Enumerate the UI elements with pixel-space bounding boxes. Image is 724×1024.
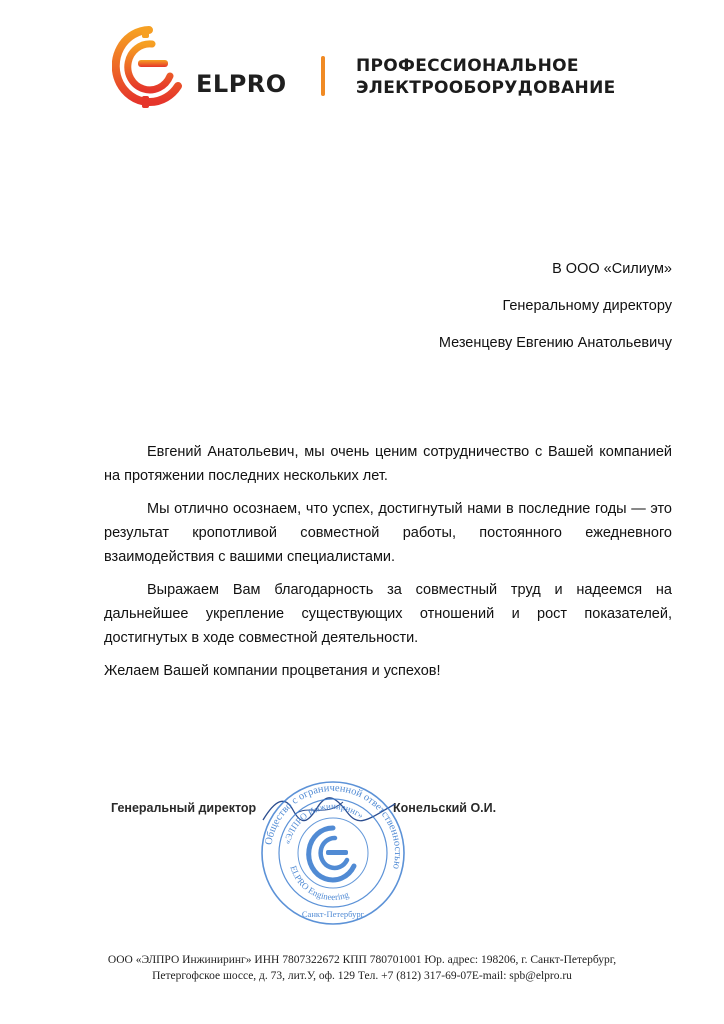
- stamp-city: Санкт-Петербург: [301, 909, 365, 919]
- signature-block: [0, 780, 724, 940]
- paragraph-2: Мы отлично осознаем, что успех, достигнутый нами в последние годы — это результат кропотливой совместной работы, постоянного ежедневного взаимодействия с вашими специалистами.: [104, 501, 672, 565]
- company-seal-stamp: [258, 778, 408, 928]
- tagline-line-1: ПРОФЕССИОНАЛЬНОЕ: [356, 56, 579, 76]
- svg-text:ELPRO Engineering: [288, 864, 350, 902]
- brand-name: ELPRO: [196, 70, 287, 98]
- signatory-title: Генеральный директор: [111, 801, 257, 815]
- footer-requisites: [0, 952, 724, 984]
- addressee-name: Мезенцеву Евгению Анатольевичу: [438, 335, 672, 351]
- letter-body: [104, 440, 672, 692]
- stamp-inner-top-text: «ЭЛПРО Инжиниринг»: [281, 800, 366, 846]
- stamp-logo-icon: [309, 828, 354, 880]
- paragraph-4: Желаем Вашей компании процветания и успехов!: [104, 663, 441, 679]
- signatory-name: Конельский О.И.: [393, 801, 497, 815]
- stamp-inner-bottom-text: ELPRO Engineering: [288, 864, 351, 903]
- tagline-line-2: ЭЛЕКТРООБОРУДОВАНИЕ: [356, 78, 616, 98]
- letterhead: [112, 22, 672, 114]
- elpro-logo-icon: [112, 24, 186, 110]
- addressee-block: [439, 262, 672, 373]
- footer-line-1: ООО «ЭЛПРО Инжиниринг» ИНН 7807322672 КПП 780701001 Юр. адрес: 198206, г. Санкт-Петербург,: [107, 954, 617, 966]
- brand-divider: [321, 56, 325, 96]
- addressee-company: В ООО «Силиум»: [552, 261, 672, 277]
- brand-tagline: [356, 55, 616, 99]
- paragraph-3: Выражаем Вам благодарность за совместный труд и надеемся на дальнейшее укрепление существующих отношений и рост показателей, достигнутых в ходе совместной деятельности.: [104, 582, 672, 646]
- stamp-outer-text: Общество с ограниченной ответственностью: [263, 782, 404, 870]
- paragraph-1: Евгений Анатольевич, мы очень ценим сотрудничество с Вашей компанией на протяжении последних нескольких лет.: [104, 444, 672, 484]
- addressee-position: Генеральному директору: [502, 298, 672, 314]
- footer-line-2: Петергофское шоссе, д. 73, лит.У, оф. 129 Тел. +7 (812) 317-69-07E-mail: spb@elpro.ru: [152, 970, 572, 982]
